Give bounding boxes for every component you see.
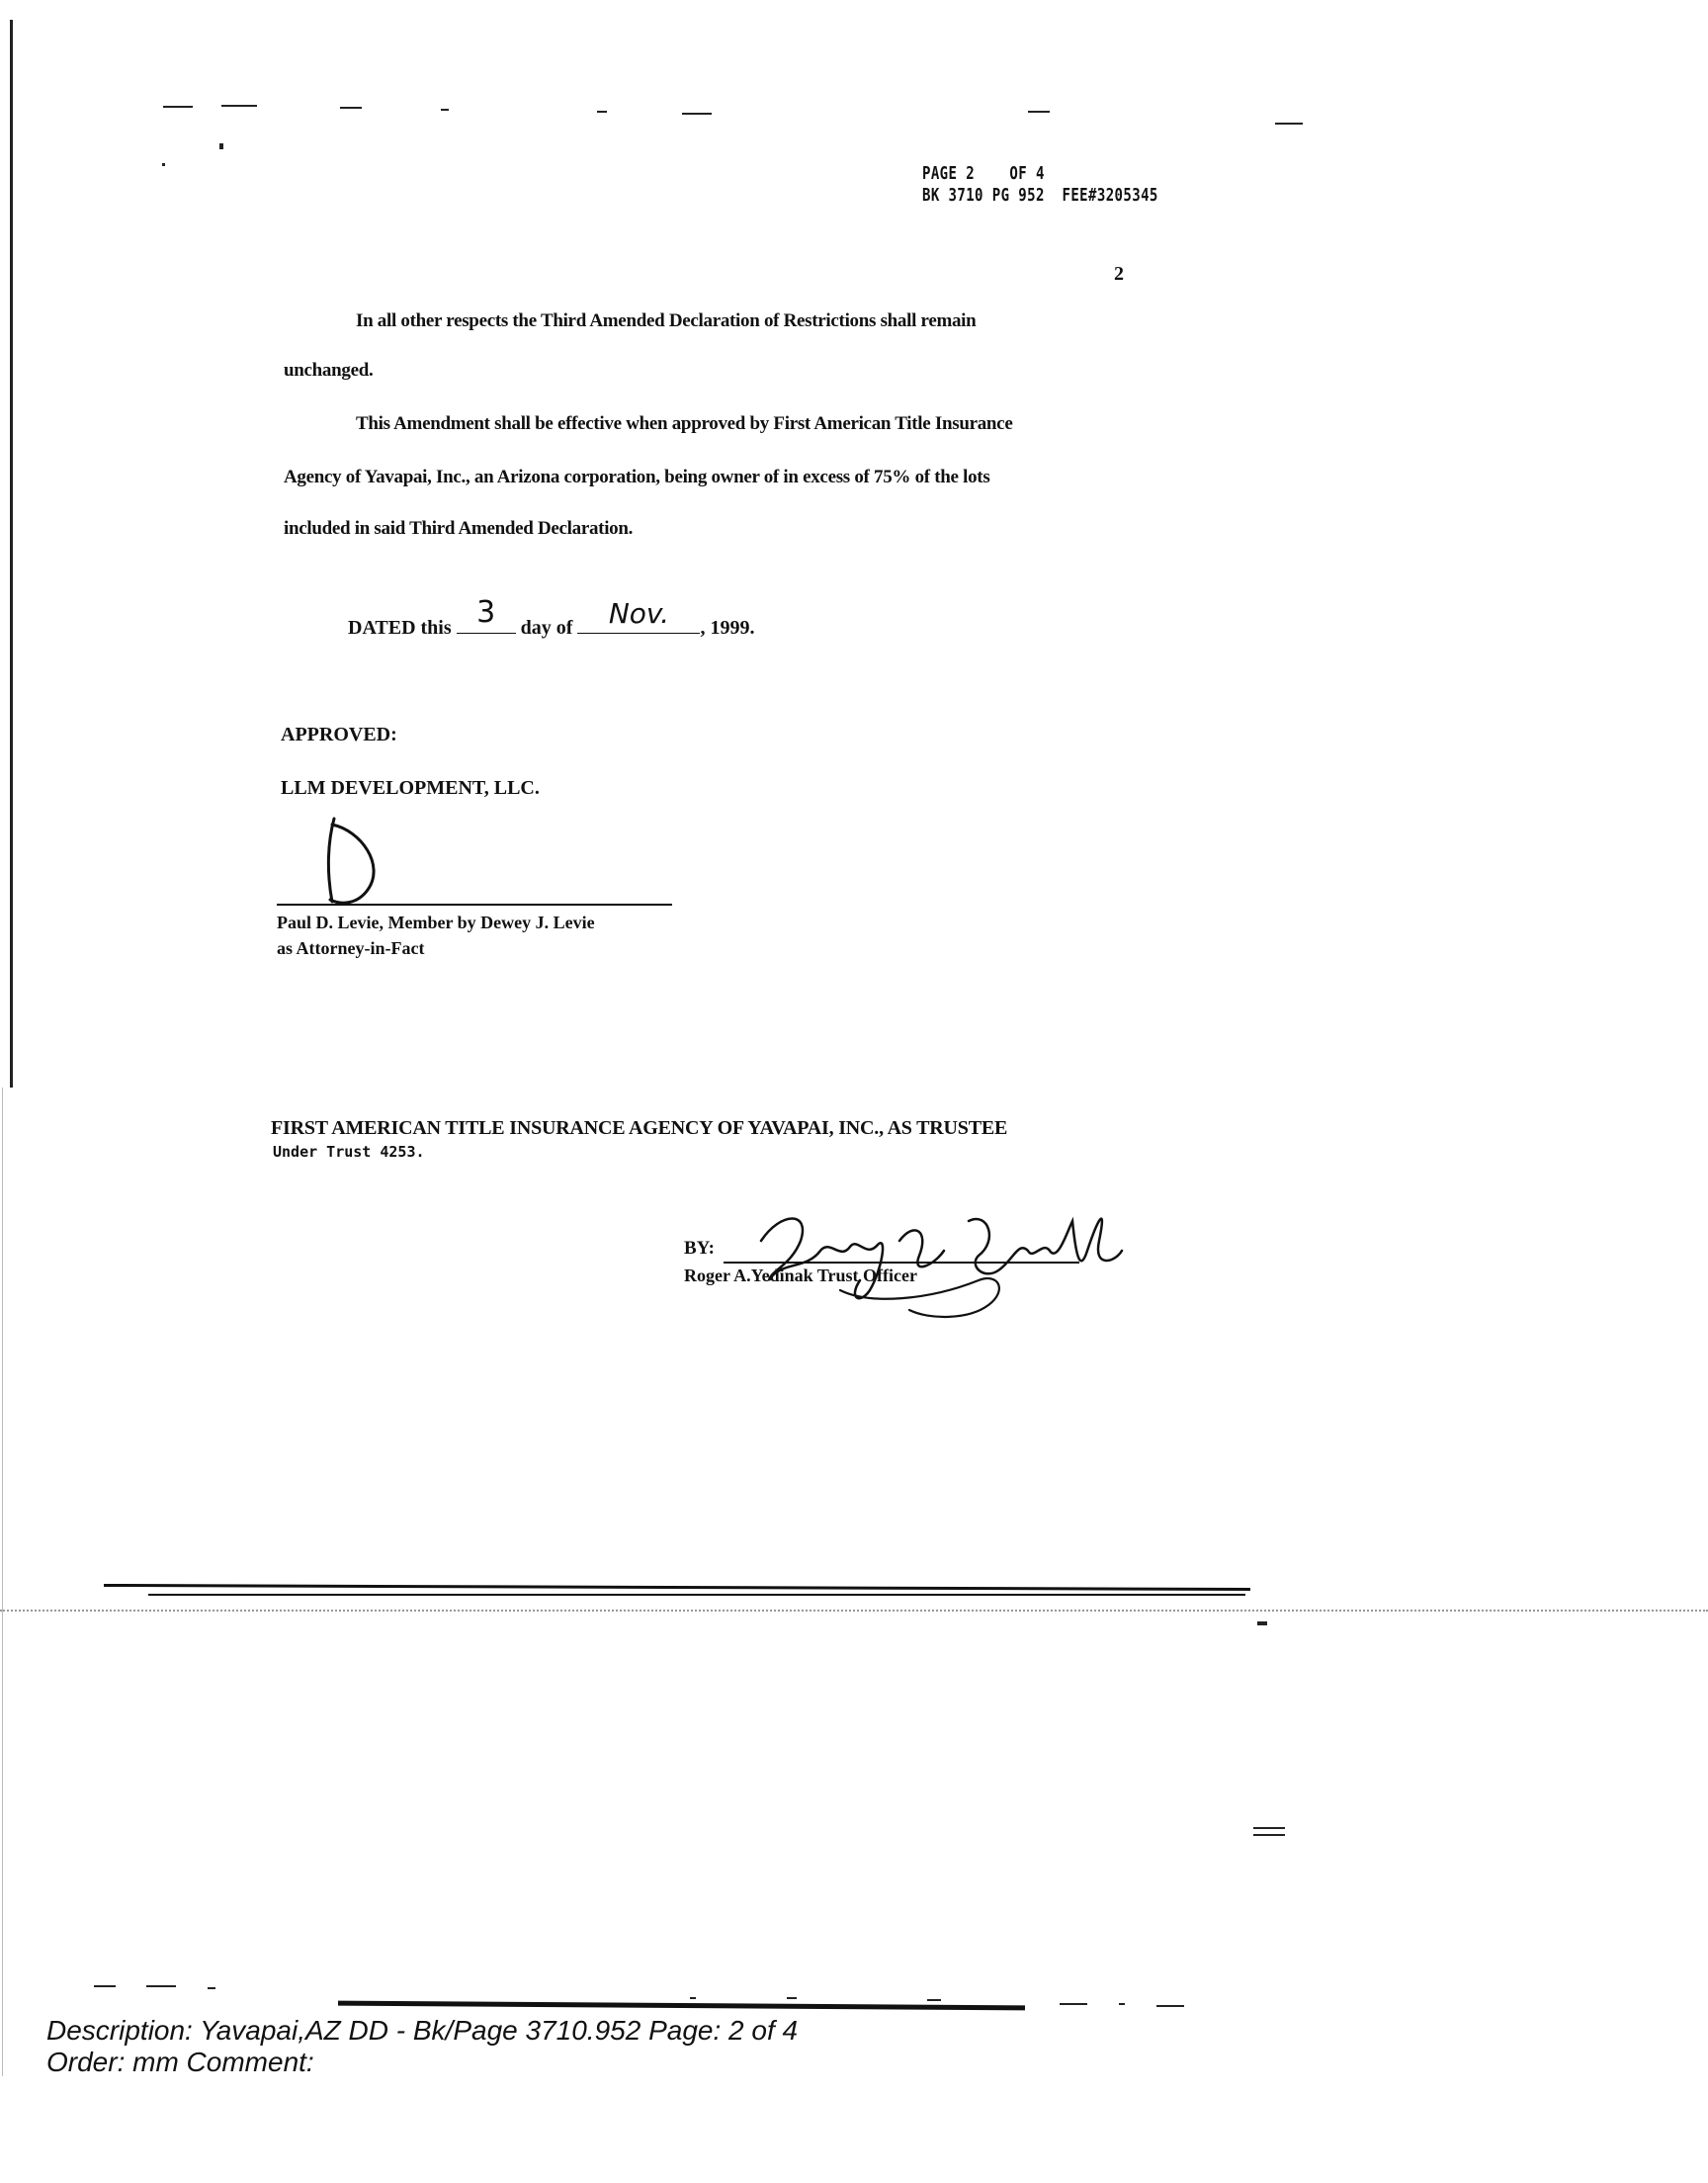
scan-artifact [1253, 1827, 1285, 1829]
trust-officer-name: Roger A.Yedinak Trust Officer [684, 1266, 917, 1285]
stamp-line-2: BK 3710 PG 952 FEE#3205345 [922, 185, 1158, 206]
trustee-name: FIRST AMERICAN TITLE INSURANCE AGENCY OF YAVAPAI, INC., AS TRUSTEE [271, 1117, 1008, 1139]
dated-line [348, 595, 755, 640]
horizontal-rule [338, 2001, 1025, 2011]
scan-edge-line [10, 20, 13, 1088]
footer-caption [46, 2015, 798, 2078]
scan-artifact [94, 1985, 116, 1987]
horizontal-rule [104, 1584, 1250, 1591]
scan-artifact [162, 163, 165, 166]
approved-label: APPROVED: [281, 724, 397, 745]
scan-artifact [221, 105, 257, 107]
dated-prefix: DATED this [348, 617, 452, 639]
paragraph-2-line-1: This Amendment shall be effective when approved by First American Title Insurance [356, 413, 1013, 434]
scan-artifact [787, 1997, 797, 1999]
dated-middle: day of [520, 617, 573, 639]
scan-artifact [340, 107, 362, 109]
scan-artifact [597, 111, 607, 113]
handwritten-day: 3 [476, 595, 496, 630]
dated-year: , 1999. [700, 617, 755, 639]
scan-artifact [1119, 2003, 1125, 2005]
by-label: BY: [684, 1238, 715, 1259]
stamp-line-1: PAGE 2 OF 4 [922, 163, 1045, 184]
scan-artifact [682, 113, 712, 115]
scan-artifact [1253, 1834, 1285, 1836]
footer-order: Order: mm Comment: [46, 2047, 314, 2077]
horizontal-rule [148, 1594, 1245, 1596]
page-number: 2 [1114, 263, 1124, 285]
scan-dotted-line [0, 1610, 1708, 1612]
signer-line-2: as Attorney-in-Fact [277, 938, 425, 958]
handwritten-month: Nov. [608, 597, 670, 630]
scan-artifact [219, 143, 223, 149]
scan-artifact [1028, 111, 1050, 113]
scan-artifact [1257, 1621, 1267, 1625]
signer-line-1: Paul D. Levie, Member by Dewey J. Levie [277, 913, 595, 932]
paragraph-2-line-3: included in said Third Amended Declaration. [284, 518, 634, 539]
day-blank [457, 595, 516, 634]
scan-edge-line-faint [2, 1088, 3, 2076]
month-blank [577, 597, 700, 634]
paragraph-2-line-2: Agency of Yavapai, Inc., an Arizona corporation, being owner of in excess of 75% of the lots [284, 467, 990, 487]
scan-artifact [690, 1997, 696, 1999]
paragraph-1-line-1: In all other respects the Third Amended Declaration of Restrictions shall remain [356, 310, 977, 331]
scan-artifact [441, 109, 449, 111]
trust-number: Under Trust 4253. [273, 1143, 425, 1161]
scan-artifact [146, 1985, 176, 1987]
company-name: LLM DEVELOPMENT, LLC. [281, 777, 540, 799]
signer-block [277, 910, 595, 961]
scan-artifact [208, 1987, 215, 1989]
signature-d-icon [306, 811, 395, 910]
paragraph-1-line-2: unchanged. [284, 360, 374, 381]
scan-artifact [1156, 2005, 1184, 2007]
scan-artifact [1060, 2003, 1087, 2005]
scan-artifact [163, 106, 193, 108]
scan-artifact [927, 1999, 941, 2001]
scan-artifact [1275, 123, 1303, 125]
recording-stamp [922, 163, 1158, 207]
footer-description: Description: Yavapai,AZ DD - Bk/Page 3710.952 Page: 2 of 4 [46, 2015, 799, 2046]
signature-line [277, 904, 672, 906]
signature-roger-icon [731, 1181, 1127, 1330]
